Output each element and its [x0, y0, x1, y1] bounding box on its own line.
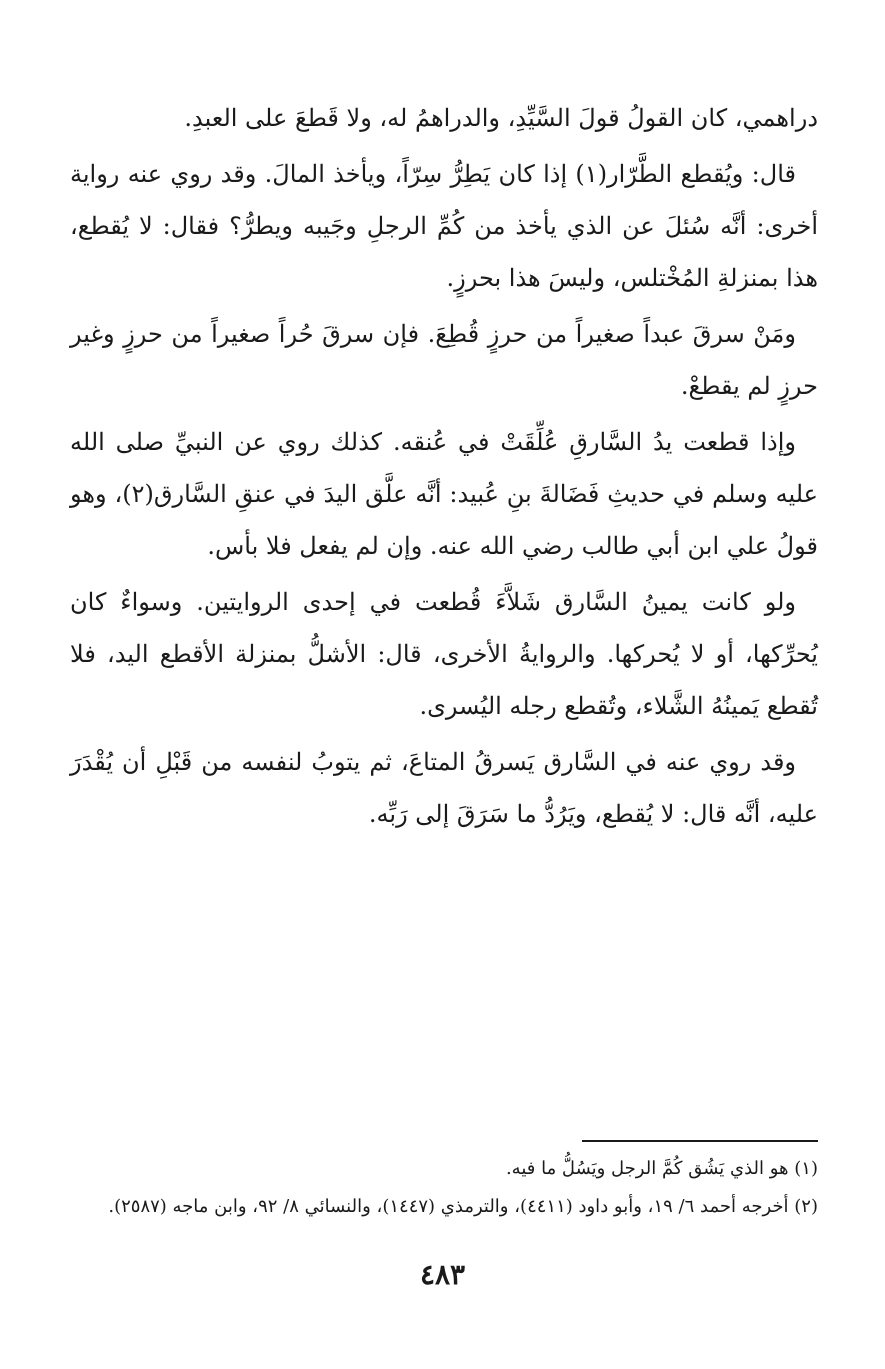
footnote-divider [582, 1140, 818, 1142]
footnotes-section [70, 1140, 818, 1226]
paragraph-4: وإذا قطعت يدُ السَّارقِ عُلِّقَتْ في عُنقه. كذلك روي عن النبيِّ صلى الله عليه وسلم في حديثِ فَضَالةَ بنِ عُبيد: أنَّه علَّق اليدَ في عنقِ السَّارق(٢)، وهو قولُ علي ابن أبي طالب رضي الله عنه. وإن لم يفعل فلا بأس. [70, 428, 819, 560]
paragraph-5: ولو كانت يمينُ السَّارق شَلاَّءَ قُطعت في إحدى الروايتين. وسواءٌ كان يُحرِّكها، أو لا يُحركها. والروايةُ الأخرى، قال: الأشلُّ بمنزلة الأقطع اليد، فلا تُقطع يَمينُهُ الشَّلاء، وتُقطع رجله اليُسرى. [70, 588, 818, 720]
paragraph-6: وقد روي عنه في السَّارق يَسرقُ المتاعَ، ثم يتوبُ لنفسه من قَبْلِ أن يُقْدَرَ عليه، أنَّه قال: لا يُقطع، ويَرُدُّ ما سَرَقَ إلى رَبِّه. [70, 748, 818, 828]
paragraph-3: ومَنْ سرقَ عبداً صغيراً من حرزٍ قُطِعَ. فإن سرقَ حُراً صغيراً من حرزٍ وغير حرزٍ لم يقطعْ. [70, 320, 818, 400]
main-text [70, 92, 818, 844]
footnote-1: (١) هو الذي يَشُق كُمَّ الرجل ويَسُلُّ ما فيه. [505, 1158, 818, 1179]
paragraph-1: دراهمي، كان القولُ قولَ السَّيِّدِ، والدراهمُ له، ولا قَطعَ على العبدِ. [184, 104, 818, 132]
footnote-2: (٢) أخرجه أحمد ٦/ ١٩، وأبو داود (٤٤١١)، والترمذي (١٤٤٧)، والنسائي ٨/ ٩٢، وابن ماجه (٢٥٨٧). [108, 1196, 818, 1217]
paragraph-2: قال: ويُقطع الطَّرّار(١) إذا كان يَطِرُّ سِرّاً، ويأخذ المالَ. وقد روي عنه رواية أخرى: أنَّه سُئلَ عن الذي يأخذ من كُمِّ الرجلِ وجَيبه ويطرُّ؟ فقال: لا يُقطع، هذا بمنزلةِ المُخْتلس، وليسَ هذا بحرزٍ. [70, 160, 818, 292]
page-number: ٤٨٣ [419, 1258, 466, 1291]
